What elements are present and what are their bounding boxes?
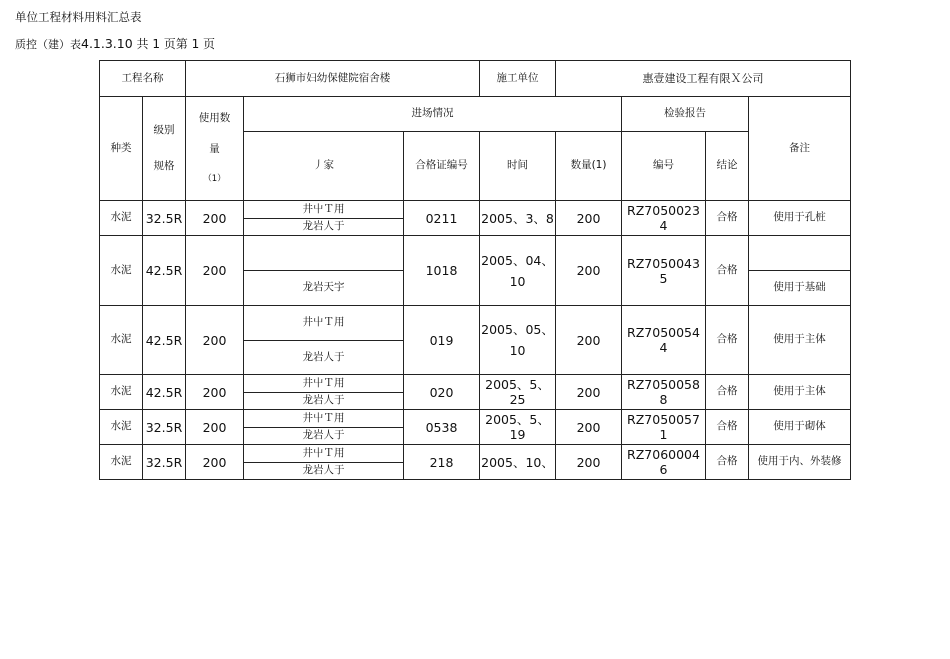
report-number: RZ70500435 <box>622 236 706 306</box>
entry-time-line: 2005、5、25 <box>485 377 550 407</box>
material-grade: 42.5R <box>143 236 186 306</box>
quantity-used: 200 <box>186 201 244 236</box>
quantity-used: 200 <box>186 375 244 410</box>
quantity-used: 200 <box>186 236 244 306</box>
remark: 使用于孔桩 <box>749 201 851 236</box>
manufacturer-cell <box>244 410 404 445</box>
report-number: RZ70500588 <box>622 375 706 410</box>
contractor-value: 惠壹建设工程有限Ｘ公司 <box>556 61 851 97</box>
material-summary-table <box>99 60 851 480</box>
entry-time <box>480 410 556 445</box>
conclusion: 合格 <box>706 445 749 480</box>
remark-cell <box>749 236 851 306</box>
material-type: 水泥 <box>100 410 143 445</box>
conclusion: 合格 <box>706 201 749 236</box>
col-remark: 备注 <box>749 97 851 201</box>
material-type: 水泥 <box>100 306 143 375</box>
table-row <box>100 445 851 480</box>
conclusion: 合格 <box>706 375 749 410</box>
entry-time <box>480 306 556 375</box>
report-number: RZ70500571 <box>622 410 706 445</box>
document-title: 单位工程材料用料汇总表 <box>15 10 142 24</box>
entry-time-line: 2005、04、 <box>481 252 554 268</box>
manufacturer-cell <box>244 445 404 480</box>
entry-time-line: 2005、05、 <box>481 322 554 337</box>
col-quantity-used <box>186 97 244 201</box>
quantity-used: 200 <box>186 410 244 445</box>
col-qty-line2: 量 <box>209 143 220 156</box>
col-report-no: 编号 <box>622 132 706 201</box>
col-entry-group: 进场情况 <box>244 97 622 132</box>
form-number <box>15 35 215 52</box>
remark: 使用于主体 <box>749 306 851 375</box>
col-grade-line2: 规格 <box>153 159 175 172</box>
header-row-groups <box>100 97 851 132</box>
entry-quantity: 200 <box>556 445 622 480</box>
report-number: RZ70500234 <box>622 201 706 236</box>
table-row <box>100 306 851 375</box>
conclusion: 合格 <box>706 410 749 445</box>
header-row-project <box>100 61 851 97</box>
certificate-no: 0538 <box>404 410 480 445</box>
manufacturer-top: 井屮Ｔ用 <box>244 410 403 428</box>
material-grade: 32.5R <box>143 201 186 236</box>
entry-time <box>480 201 556 236</box>
certificate-no: 019 <box>404 306 480 375</box>
manufacturer-name: 龙岩人于 <box>302 220 345 233</box>
entry-time-line: 2005、3、8 <box>481 210 554 226</box>
manufacturer-cell <box>244 306 404 375</box>
manufacturer-cell <box>244 375 404 410</box>
col-manufacturer: 丿家 <box>244 132 404 201</box>
col-type: 种类 <box>100 97 143 201</box>
entry-quantity: 200 <box>556 236 622 306</box>
entry-time-line: 2005、5、19 <box>485 412 550 442</box>
entry-time-line: 2005、10、 <box>481 454 554 470</box>
page-count: 共 1 页第 1 页 <box>132 37 216 51</box>
entry-time-line: 10 <box>509 273 526 289</box>
col-time: 时间 <box>480 132 556 201</box>
entry-time <box>480 445 556 480</box>
manufacturer-name: 龙岩天宇 <box>302 281 345 294</box>
material-type: 水泥 <box>100 375 143 410</box>
table-row <box>100 201 851 236</box>
material-grade: 32.5R <box>143 445 186 480</box>
certificate-no: 1018 <box>404 236 480 306</box>
manufacturer-top: 井屮Ｔ用 <box>244 375 403 393</box>
remark: 使用于砌体 <box>749 410 851 445</box>
entry-quantity: 200 <box>556 375 622 410</box>
entry-time <box>480 375 556 410</box>
entry-time-line: 10 <box>509 343 526 358</box>
manufacturer-cell <box>244 236 404 306</box>
col-inspection-group: 检验报告 <box>622 97 749 132</box>
table-row <box>100 236 851 306</box>
remark: 使用于基础 <box>773 281 826 294</box>
manufacturer-name: 龙岩人于 <box>302 394 345 407</box>
project-name-label: 工程名称 <box>100 61 186 97</box>
manufacturer-top: 井屮Ｔ用 <box>244 445 403 463</box>
col-qty-line1: 使用数 <box>198 112 231 125</box>
manufacturer-name: 龙岩人于 <box>302 350 345 363</box>
report-number: RZ70500544 <box>622 306 706 375</box>
manufacturer-name: 龙岩人于 <box>302 464 345 477</box>
entry-time <box>480 236 556 306</box>
col-conclusion: 结论 <box>706 132 749 201</box>
material-grade: 32.5R <box>143 410 186 445</box>
report-number: RZ70600046 <box>622 445 706 480</box>
manufacturer-top <box>244 236 403 271</box>
manufacturer-top: 井屮Ｔ用 <box>244 201 403 219</box>
quantity-used: 200 <box>186 445 244 480</box>
material-grade: 42.5R <box>143 375 186 410</box>
project-name-value: 石狮市妇幼保健院宿舍楼 <box>186 61 480 97</box>
material-type: 水泥 <box>100 236 143 306</box>
certificate-no: 020 <box>404 375 480 410</box>
material-grade: 42.5R <box>143 306 186 375</box>
form-number-prefix: 质控（建）表 <box>15 38 81 51</box>
col-entry-quantity: 数量(1) <box>556 132 622 201</box>
manufacturer-top: 井屮Ｔ用 <box>244 306 403 341</box>
conclusion: 合格 <box>706 236 749 306</box>
entry-quantity: 200 <box>556 201 622 236</box>
conclusion: 合格 <box>706 306 749 375</box>
manufacturer-name: 龙岩人于 <box>302 429 345 442</box>
entry-quantity: 200 <box>556 306 622 375</box>
table-row <box>100 410 851 445</box>
form-number-code: 4.1.3.10 <box>81 36 133 51</box>
col-cert-no: 合格证编号 <box>404 132 480 201</box>
manufacturer-cell <box>244 201 404 236</box>
material-type: 水泥 <box>100 445 143 480</box>
quantity-used: 200 <box>186 306 244 375</box>
col-grade <box>143 97 186 201</box>
entry-quantity: 200 <box>556 410 622 445</box>
material-type: 水泥 <box>100 201 143 236</box>
certificate-no: 0211 <box>404 201 480 236</box>
remark: 使用于内、外装修 <box>749 445 851 480</box>
contractor-label: 施工单位 <box>480 61 556 97</box>
col-qty-line3: （1） <box>203 174 226 185</box>
col-grade-line1: 级别 <box>153 124 175 137</box>
certificate-no: 218 <box>404 445 480 480</box>
remark: 使用于主体 <box>749 375 851 410</box>
table-row <box>100 375 851 410</box>
